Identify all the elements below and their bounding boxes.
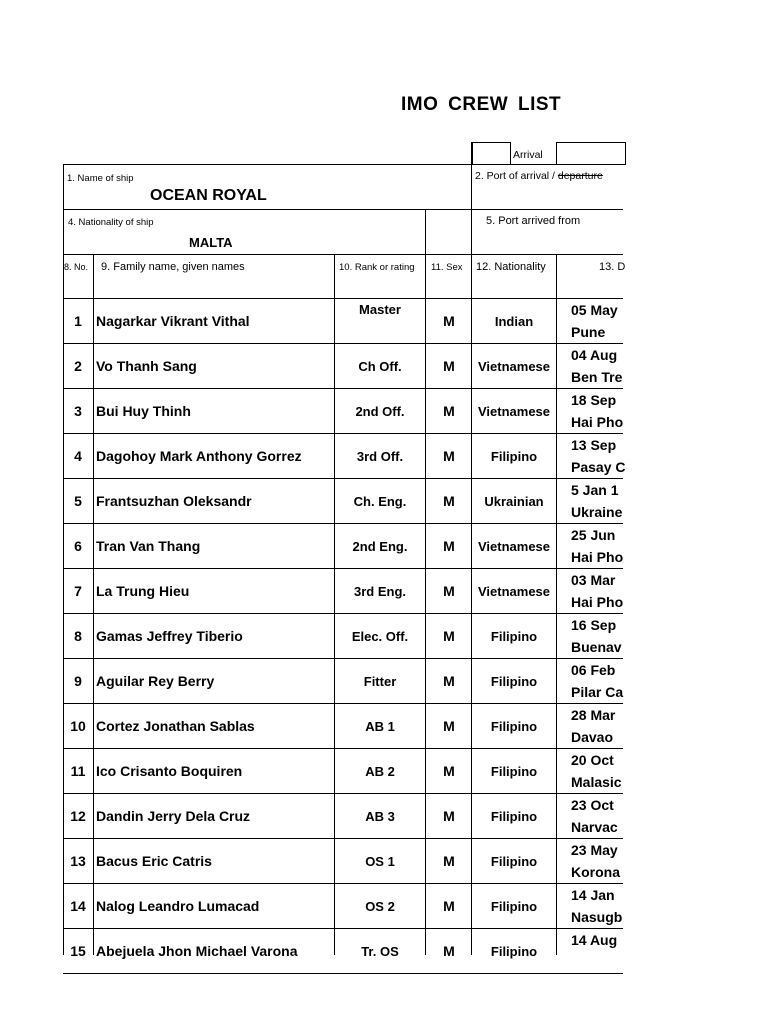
crew-name: Nagarkar Vikrant Vithal (96, 313, 250, 329)
row-divider (63, 793, 623, 794)
crew-birth-place: Davao (571, 729, 614, 745)
crew-nationality: Filipino (490, 674, 538, 689)
crew-no: 14 (70, 898, 86, 914)
crew-birth-place: Pasay C (571, 459, 626, 475)
crew-birth-place: Pilar Ca (571, 684, 624, 700)
crew-no: 12 (70, 808, 86, 824)
crew-nationality: Filipino (490, 764, 538, 779)
ship-name-label: 1. Name of ship (67, 173, 134, 184)
crew-birth-date: 28 Mar (571, 707, 616, 723)
crew-no: 4 (74, 448, 82, 464)
row-divider (63, 703, 623, 704)
crew-name: Dagohoy Mark Anthony Gorrez (96, 448, 302, 464)
row-divider (63, 613, 623, 614)
crew-no: 9 (74, 673, 82, 689)
crew-birth-date: 14 Aug (571, 932, 618, 948)
crew-rank: AB 3 (365, 809, 395, 824)
crew-nationality: Vietnamese (477, 584, 551, 599)
crew-birth-date: 18 Sep (571, 392, 617, 408)
port-arrival-label (475, 171, 603, 182)
crew-nationality: Vietnamese (477, 404, 551, 419)
crew-birth-place: Hai Pho (571, 594, 624, 610)
crew-name: La Trung Hieu (96, 583, 190, 599)
crew-nationality: Vietnamese (477, 359, 551, 374)
crew-birth-date: 23 Oct (571, 797, 614, 813)
crew-rank: Elec. Off. (351, 629, 409, 644)
crew-nationality: Filipino (490, 809, 538, 824)
crew-rank: OS 2 (365, 899, 395, 914)
col-line-nat (556, 254, 557, 955)
crew-birth-date: 16 Sep (571, 617, 617, 633)
crew-no: 13 (70, 853, 86, 869)
crew-birth-place: Pune (571, 324, 606, 340)
crew-nationality: Filipino (490, 899, 538, 914)
crew-rank: 3rd Off. (356, 449, 404, 464)
crew-nationality: Vietnamese (477, 539, 551, 554)
crew-sex: M (443, 853, 455, 869)
row-divider (63, 388, 623, 389)
crew-name: Frantsuzhan Oleksandr (96, 493, 252, 509)
crew-sex: M (443, 403, 455, 419)
header-dob: 13. D (599, 261, 626, 273)
crew-birth-place: Buenav (571, 639, 622, 655)
row-divider (63, 343, 623, 344)
port-from-label: 5. Port arrived from (486, 215, 581, 227)
ship-nationality-label: 4. Nationality of ship (68, 217, 154, 228)
crew-sex: M (443, 673, 455, 689)
row-divider (63, 928, 623, 929)
crew-no: 8 (74, 628, 82, 644)
crew-birth-place: Malasic (571, 774, 622, 790)
crew-rank: 2nd Off. (355, 404, 405, 419)
crew-no: 1 (74, 313, 82, 329)
col-line-no (93, 254, 94, 955)
crew-birth-date: 20 Oct (571, 752, 614, 768)
row-divider (63, 433, 623, 434)
crew-birth-place: Ukraine (571, 504, 623, 520)
row-divider (63, 748, 623, 749)
crew-birth-date: 05 May (571, 302, 618, 318)
crew-name: Bacus Eric Catris (96, 853, 212, 869)
crew-name: Dandin Jerry Dela Cruz (96, 808, 251, 824)
header-no: 8. No. (64, 262, 89, 272)
row-divider (63, 523, 623, 524)
crew-birth-date: 13 Sep (571, 437, 617, 453)
header-nationality: 12. Nationality (476, 261, 546, 273)
crew-no: 2 (74, 358, 82, 374)
crew-no: 11 (70, 763, 86, 779)
row-divider (63, 478, 623, 479)
arrival-checkbox[interactable] (472, 142, 511, 165)
crew-birth-place: Korona (571, 864, 620, 880)
crew-rank: Ch Off. (358, 359, 402, 374)
row-divider (63, 568, 623, 569)
crew-nationality: Ukrainian (484, 494, 544, 509)
crew-no: 10 (70, 718, 86, 734)
crew-sex: M (443, 313, 455, 329)
crew-name: Vo Thanh Sang (96, 358, 197, 374)
crew-no: 6 (74, 538, 82, 554)
page-title: IMO CREW LIST (401, 94, 562, 115)
crew-name: Tran Van Thang (96, 538, 201, 554)
crew-name: Nalog Leandro Lumacad (96, 898, 260, 914)
crew-sex: M (443, 763, 455, 779)
crew-nationality: Filipino (490, 719, 538, 734)
crew-rank: Ch. Eng. (353, 494, 407, 509)
crew-birth-date: 04 Aug (571, 347, 618, 363)
crew-nationality: Filipino (490, 449, 538, 464)
crew-sex: M (443, 808, 455, 824)
crew-birth-date: 25 Jun (571, 527, 616, 543)
crew-sex: M (443, 493, 455, 509)
crew-birth-date: 23 May (571, 842, 618, 858)
header-names: 9. Family name, given names (101, 261, 245, 273)
crew-name: Ico Crisanto Boquiren (96, 763, 243, 779)
crew-name: Cortez Jonathan Sablas (96, 718, 255, 734)
crew-rank: OS 1 (365, 854, 395, 869)
crew-sex: M (443, 538, 455, 554)
crew-name: Abejuela Jhon Michael Varona (96, 943, 298, 959)
row-divider (63, 838, 623, 839)
arrival-label: Arrival (513, 149, 543, 161)
crew-sex: M (443, 943, 455, 959)
crew-rank: AB 1 (365, 719, 395, 734)
crew-birth-date: 14 Jan (571, 887, 615, 903)
crew-name: Aguilar Rey Berry (96, 673, 215, 689)
crew-sex: M (443, 358, 455, 374)
port-arrival-label-text: 2. Port of arrival / (475, 170, 558, 182)
header-bottom-line (63, 298, 623, 299)
crew-name: Bui Huy Thinh (96, 403, 191, 419)
crew-nationality: Filipino (490, 944, 538, 959)
crew-birth-date: 03 Mar (571, 572, 616, 588)
crew-name: Gamas Jeffrey Tiberio (96, 628, 243, 644)
crew-sex: M (443, 628, 455, 644)
crew-no: 7 (74, 583, 82, 599)
crew-birth-place: Nasugb (571, 909, 623, 925)
crew-nationality: Indian (494, 314, 534, 329)
crew-no: 15 (70, 943, 86, 959)
crew-sex: M (443, 583, 455, 599)
crew-sex: M (443, 898, 455, 914)
crew-birth-place: Narvac (571, 819, 618, 835)
ship-nationality: MALTA (189, 235, 233, 250)
crew-rank: 2nd Eng. (352, 539, 408, 554)
crew-sex: M (443, 448, 455, 464)
crew-birth-date: 5 Jan 1 (571, 482, 619, 498)
crew-rank: Tr. OS (361, 944, 399, 959)
crew-no: 3 (74, 403, 82, 419)
crew-nationality: Filipino (490, 854, 538, 869)
crew-birth-date: 06 Feb (571, 662, 616, 678)
crew-rank: AB 2 (365, 764, 395, 779)
row-divider (63, 973, 623, 974)
row-divider (63, 883, 623, 884)
header-sex: 11. Sex (431, 262, 463, 273)
crew-rank: Fitter (363, 674, 397, 689)
crew-sex: M (443, 718, 455, 734)
frame-top-line (63, 164, 623, 165)
crew-rank: 3rd Eng. (353, 584, 406, 599)
frame-line-3 (63, 254, 623, 255)
departure-struck-text: departure (557, 170, 603, 182)
frame-left-line (63, 164, 64, 955)
ship-name: OCEAN ROYAL (150, 187, 267, 204)
crew-birth-place: Hai Pho (571, 549, 624, 565)
header-rank: 10. Rank or rating (339, 262, 415, 273)
crew-no: 5 (74, 493, 82, 509)
crew-nationality: Filipino (490, 629, 538, 644)
crew-birth-place: Hai Pho (571, 414, 624, 430)
frame-line-2 (63, 209, 623, 210)
crew-birth-place: Ben Tre (571, 369, 623, 385)
crew-rank: Master (359, 302, 401, 317)
departure-checkbox[interactable] (556, 142, 626, 165)
row-divider (63, 658, 623, 659)
